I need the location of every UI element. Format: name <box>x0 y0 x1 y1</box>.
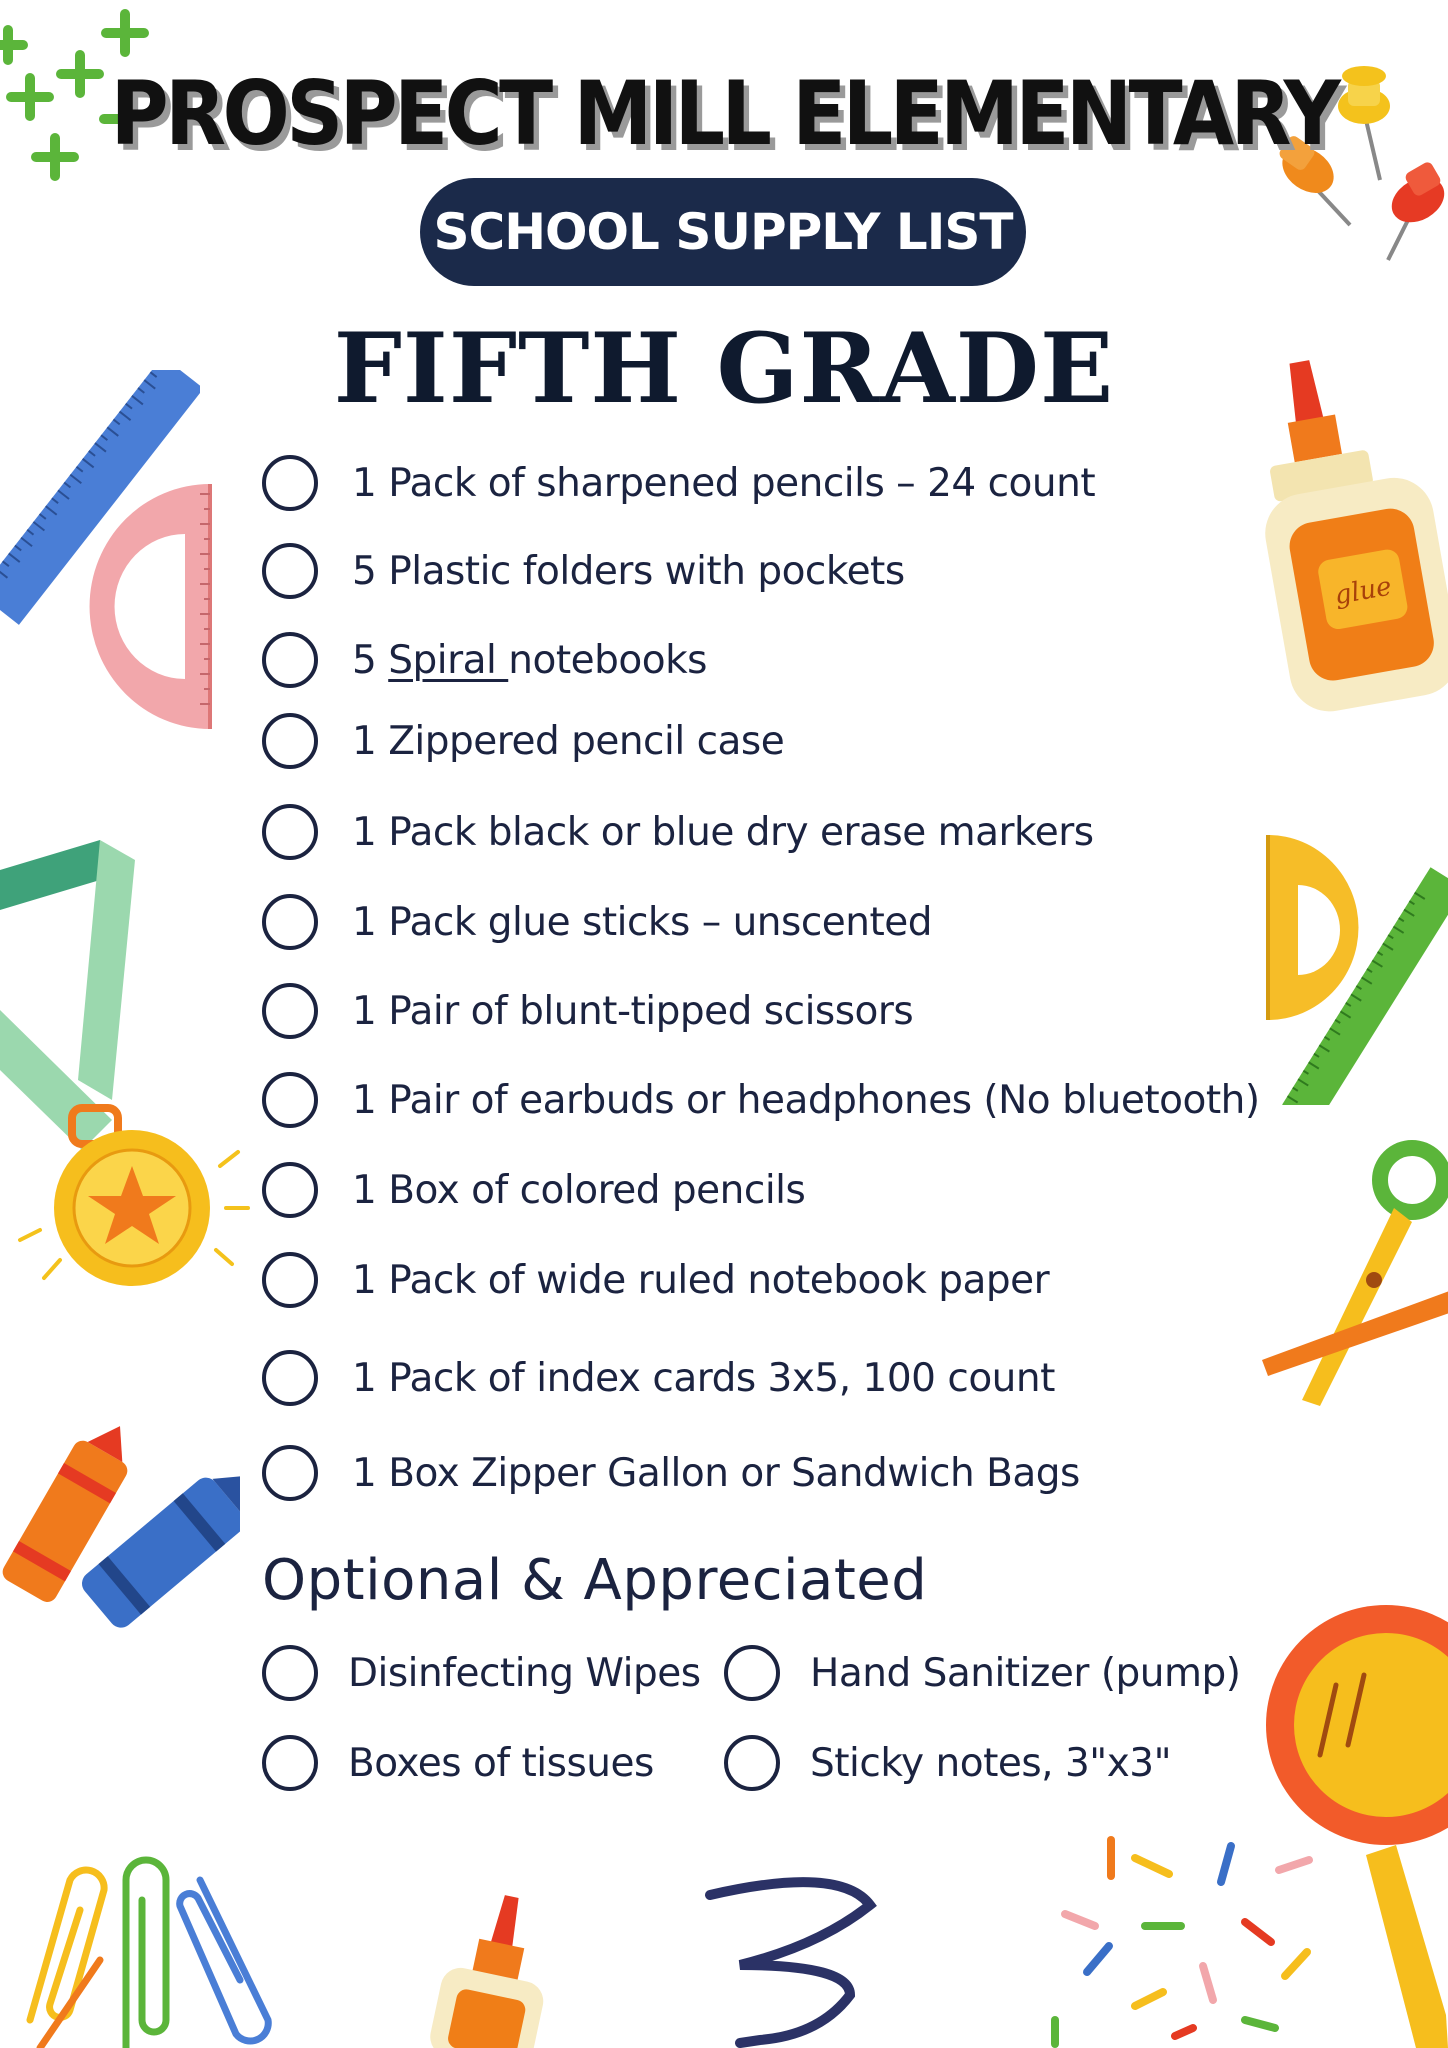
checkbox-circle[interactable] <box>724 1735 780 1791</box>
item-label: 1 Pack of index cards 3x5, 100 count <box>352 1355 1055 1401</box>
item-label: Boxes of tissues <box>348 1740 654 1786</box>
optional-item <box>262 1638 701 1708</box>
item-label: 1 Pack of sharpened pencils – 24 count <box>352 460 1096 506</box>
item-label: 1 Pair of blunt-tipped scissors <box>352 988 914 1034</box>
checkbox-circle[interactable] <box>262 1072 318 1128</box>
list-item <box>262 625 707 695</box>
list-title: SCHOOL SUPPLY LIST <box>433 203 1013 261</box>
checkbox-circle[interactable] <box>262 455 318 511</box>
list-item <box>262 706 784 776</box>
medal-icon <box>0 840 260 1300</box>
checkbox-circle[interactable] <box>262 1162 318 1218</box>
item-label: Hand Sanitizer (pump) <box>810 1650 1241 1696</box>
glue-bottle-icon <box>420 1895 570 2048</box>
item-label: 1 Box Zipper Gallon or Sandwich Bags <box>352 1450 1080 1496</box>
checkbox-circle[interactable] <box>262 713 318 769</box>
list-item <box>262 976 913 1046</box>
item-label: 1 Pack black or blue dry erase markers <box>352 809 1094 855</box>
checkbox-circle[interactable] <box>262 1252 318 1308</box>
item-label: 1 Pack glue sticks – unscented <box>352 899 933 945</box>
checkbox-circle[interactable] <box>724 1645 780 1701</box>
list-item <box>262 536 905 606</box>
list-item <box>262 797 1094 867</box>
item-label-suffix: notebooks <box>508 637 707 683</box>
checkbox-circle[interactable] <box>262 632 318 688</box>
list-item <box>262 1343 1055 1413</box>
item-label: Sticky notes, 3"x3" <box>810 1740 1172 1786</box>
item-label <box>352 638 707 683</box>
item-label: 1 Pack of wide ruled notebook paper <box>352 1257 1050 1303</box>
checkbox-circle[interactable] <box>262 1445 318 1501</box>
item-label: Disinfecting Wipes <box>348 1650 701 1696</box>
glue-label: glue <box>1332 571 1394 612</box>
optional-item <box>724 1728 1171 1798</box>
optional-heading: Optional & Appreciated <box>262 1548 928 1613</box>
item-label: 1 Zippered pencil case <box>352 718 785 764</box>
checkbox-circle[interactable] <box>262 983 318 1039</box>
protractor-icon <box>1258 835 1448 1105</box>
checkbox-circle[interactable] <box>262 1350 318 1406</box>
list-item <box>262 1245 1049 1315</box>
item-label: 1 Box of colored pencils <box>352 1167 806 1213</box>
list-item <box>262 1065 1260 1135</box>
list-item <box>262 448 1095 518</box>
optional-item <box>724 1638 1240 1708</box>
paper-clips-icon <box>0 1820 300 2048</box>
grade-title: FIFTH GRADE <box>333 312 1115 425</box>
item-label: 1 Pair of earbuds or headphones (No bluetooth) <box>352 1077 1260 1123</box>
checkbox-circle[interactable] <box>262 804 318 860</box>
item-label: 5 Plastic folders with pockets <box>352 548 905 594</box>
list-title-badge <box>420 178 1026 286</box>
checkbox-circle[interactable] <box>262 1645 318 1701</box>
sprinkles-icon <box>1035 1830 1335 2048</box>
optional-item <box>262 1728 654 1798</box>
protractor-icon <box>60 484 220 734</box>
list-item <box>262 1155 805 1225</box>
item-label-underlined: Spiral <box>388 637 509 683</box>
item-label-prefix: 5 <box>352 637 389 683</box>
scissors-icon <box>1262 1130 1448 1420</box>
squiggle-icon <box>700 1875 890 2048</box>
list-item <box>262 1438 1080 1508</box>
list-item <box>262 887 932 957</box>
checkbox-circle[interactable] <box>262 543 318 599</box>
school-name: PROSPECT MILL ELEMENTARY <box>110 62 1338 165</box>
checkbox-circle[interactable] <box>262 894 318 950</box>
checkbox-circle[interactable] <box>262 1735 318 1791</box>
crayons-icon <box>0 1410 240 1660</box>
